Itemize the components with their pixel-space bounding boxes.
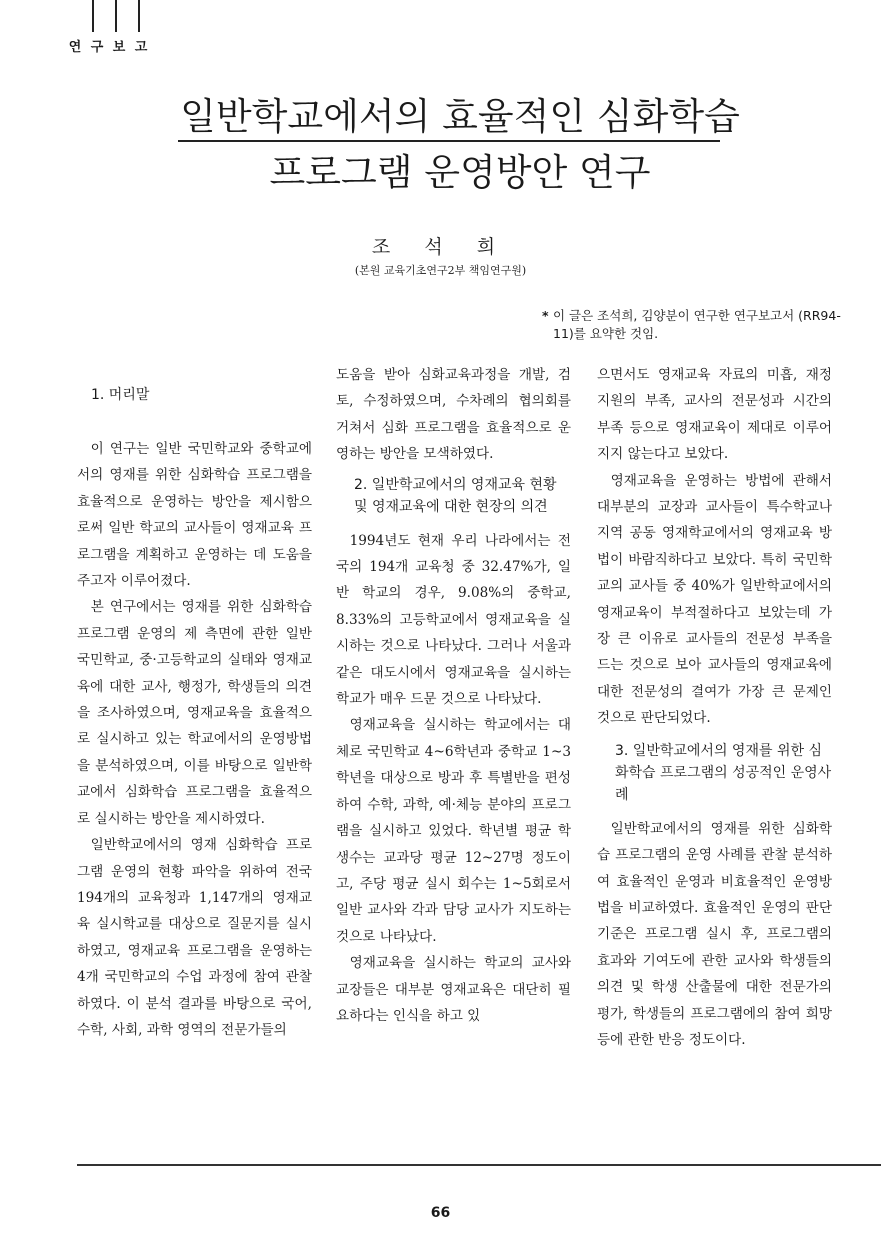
section-tag-char: 보 <box>112 40 126 55</box>
section-heading-3: 3. 일반학교에서의 영재를 위한 심화학습 프로그램의 성공적인 운영사례 <box>615 742 832 803</box>
column-3 <box>597 362 832 1053</box>
footer-divider <box>77 1164 881 1166</box>
section-heading-1: 1. 머리말 <box>91 387 150 403</box>
paragraph: 영재교육을 실시하는 학교의 교사와 교장들은 대부분 영재교육은 대단히 필요하다는 인식을 하고 있 <box>336 955 571 1024</box>
decor-line <box>138 0 140 32</box>
paragraph: 일반학교에서의 영재 심화학습 프로그램 운영의 현황 파악을 위하여 전국 194개의 교육청과 1,147개의 영재교육 실시학교를 대상으로 질문지를 실시하였고, 영재교육 프로그램을 운영하는 4개 국민학교의 수업 과정에 참여 관찰하였다. 이 분석 결과를 바탕으로 국어, 수학, 사회, 과학 영역의 전문가들의 <box>77 837 312 1038</box>
footnote <box>542 307 853 343</box>
section-tag-char: 고 <box>134 40 148 55</box>
section-tag-char: 연 <box>68 40 82 55</box>
paragraph: 으면서도 영재교육 자료의 미흡, 재정 지원의 부족, 교사의 전문성과 시간의 부족 등으로 영재교육이 제대로 이루어지지 않는다고 보았다. <box>597 367 832 463</box>
decor-line <box>92 0 94 32</box>
footnote-text: 이 글은 조석희, 김양분이 연구한 연구보고서 (RR94-11)를 요약한 것임. <box>553 308 841 341</box>
footnote-mark: * <box>542 308 549 323</box>
paragraph: 본 연구에서는 영재를 위한 심화학습 프로그램 운영의 제 측면에 관한 일반 국민학교, 중·고등학교의 실태와 영재교육에 대한 교사, 행정가, 학생들의 의견을 조사하였으며, 영재교육을 효율적으로 실시하고 있는 학교에서의 운영방법을 분석하였으며, 이를 바탕으로 일반학교에서 심화학습 프로그램을 효율적으로 실시하는 방안을 제시하였다. <box>77 599 312 827</box>
paragraph: 이 연구는 일반 국민학교와 중학교에서의 영재를 위한 심화학습 프로그램을 효율적으로 운영하는 방안을 제시함으로써 일반 학교의 교사들이 영재교육 프로그램을 계획하고 운영하는 데 도움을 주고자 이루어졌다. <box>77 441 312 590</box>
column-1 <box>77 362 312 1043</box>
paragraph: 일반학교에서의 영재를 위한 심화학습 프로그램의 운영 사례를 관찰 분석하여 효율적인 운영과 비효율적인 운영방법을 비교하였다. 효율적인 운영의 판단기준은 프로그램 실시 후, 프로그램의 효과와 기여도에 관한 교사와 학생들의 의견 및 학생 산출물에 대한 전문가의 평가, 학생들의 프로그램에의 참여 희망 등에 관한 반응 정도이다. <box>597 820 832 1048</box>
paragraph: 영재교육을 실시하는 학교에서는 대체로 국민학교 4~6학년과 중학교 1~3학년을 대상으로 방과 후 특별반을 편성하여 수학, 과학, 예·체능 분야의 프로그램을 실시하고 있었다. 학년별 평균 학생수는 교과당 평균 12~27명 정도이고, 주당 평균 실시 회수는 1~5회로서 일반 교사와 각과 담당 교사가 지도하는 것으로 나타났다. <box>336 717 571 945</box>
paragraph: 영재교육을 운영하는 방법에 관해서 대부분의 교장과 교사들이 특수학교나 지역 공동 영재학교에서의 영재교육 방법이 바람직하다고 보았다. 특히 국민학교의 교사들 중 40%가 일반학교에서의 영재교육이 부적절하다고 보았는데 가장 큰 이유로 교사들의 전문성 부족을 드는 것으로 보아 교사들의 영재교육에 대한 전문성의 결여가 가장 큰 문제인 것으로 판단되었다. <box>597 472 832 727</box>
decor-line <box>115 0 117 32</box>
paragraph: 도움을 받아 심화교육과정을 개발, 검토, 수정하였으며, 수차례의 협의회를 거쳐서 심화 프로그램을 효율적으로 운영하는 방안을 모색하였다. <box>336 367 571 463</box>
author-affiliation: (본원 교육기초연구2부 책임연구원) <box>354 264 527 277</box>
section-tag <box>64 36 152 55</box>
column-2 <box>336 362 571 1029</box>
title-line-2: 프로그램 운영방안 연구 <box>269 151 651 194</box>
page-number: 66 <box>430 1205 451 1221</box>
paragraph: 1994년도 현재 우리 나라에서는 전국의 194개 교육청 중 32.47%가, 일반 학교의 경우, 9.08%의 중학교, 8.33%의 고등학교에서 영재교육을 실시하는 것으로 나타났다. 그러나 서울과 같은 대도시에서 영재교육을 실시하는 학교가 매우 드문 것으로 나타났다. <box>336 532 571 708</box>
section-heading-2: 2. 일반학교에서의 영재교육 현황 및 영재교육에 대한 현장의 의견 <box>354 476 557 515</box>
title-line-1: 일반학교에서의 효율적인 심화학습 <box>180 95 740 138</box>
author-name: 조 석 희 <box>371 236 510 258</box>
section-tag-char: 구 <box>90 40 104 55</box>
